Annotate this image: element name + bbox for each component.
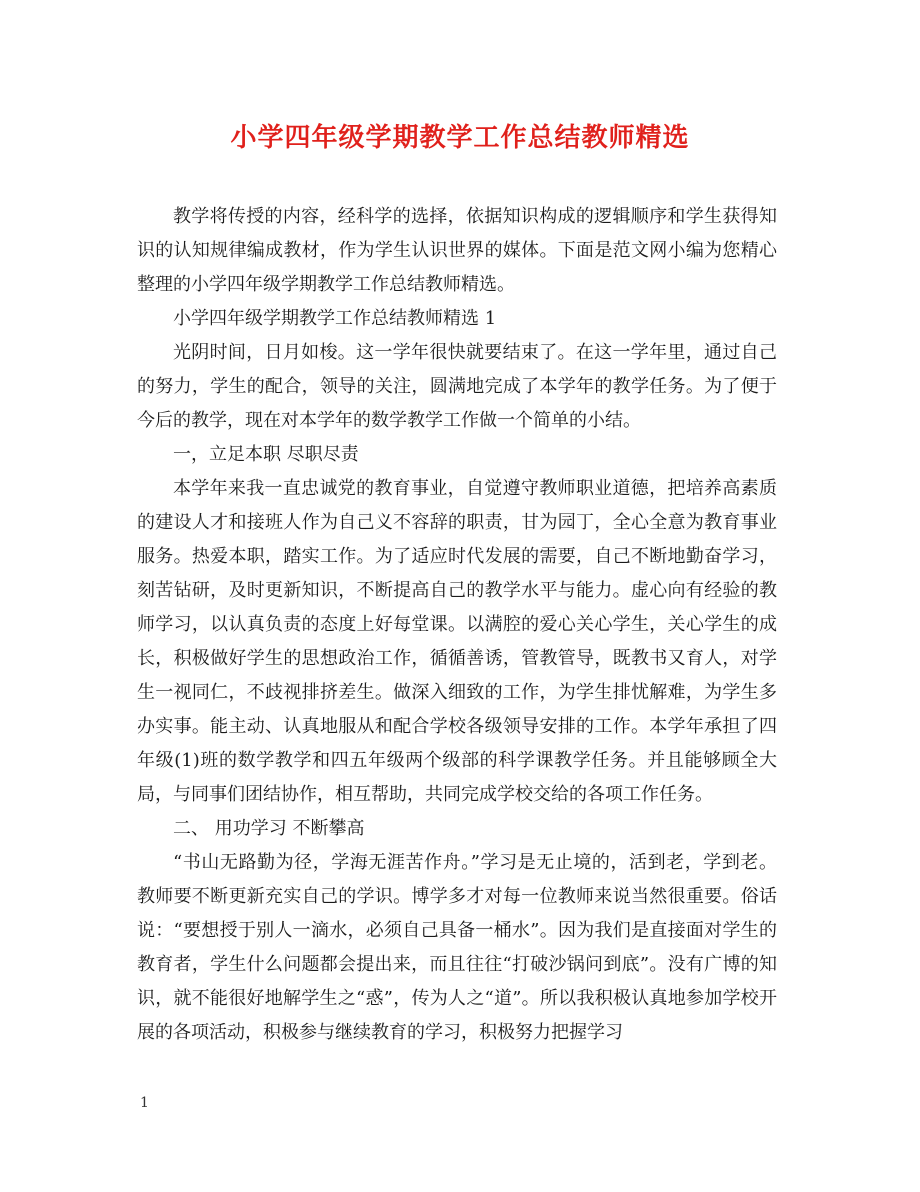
page-number: 1 [140,1095,149,1111]
subheading-duty: 一，立足本职 尽职尽责 [173,444,359,465]
study-paragraph: “书山无路勤为径，学海无涯苦作舟。”学习是无止境的，活到老，学到老。 教师要不断更新充实自己的学识。博学多才对每一位教师来说当然很重要。俗话说：“要想授于别人一滴水，必须自己具备一桶水”。因为我们是直接面对学生的教育者，学生什么问题都会提出来，而且往往“打破沙锅问到底”。没有广博的知识，就不能很好地解学生之“惑”，传为人之“道”。所以我积极认真地参加学校开展的各项活动，积极参与继续教育的学习，积极努力把握学习 [137,852,777,1043]
opening-paragraph: 光阴时间，日月如梭。这一学年很快就要结束了。在这一学年里，通过自己的努力，学生的配合，领导的关注，圆满地完成了本学年的教学任务。为了便于今后的教学，现在对本学年的数学教学工作做一个简单的小结。 [137,342,777,431]
section-heading-1: 小学四年级学期教学工作总结教师精选 1 [173,308,497,329]
intro-paragraph: 教学将传授的内容，经科学的选择，依据知识构成的逻辑顺序和学生获得知识的认知规律编成教材，作为学生认识世界的媒体。下面是范文网小编为您精心整理的小学四年级学期教学工作总结教师精选。 [137,206,777,295]
document-title: 小学四年级学期教学工作总结教师精选 [230,123,690,153]
document-body [137,200,777,1050]
subheading-study: 二、 用功学习 不断攀高 [173,818,365,839]
duty-paragraph: 本学年来我一直忠诚党的教育事业，自觉遵守教师职业道德，把培养高素质的建设人才和接班人作为自己义不容辞的职责，甘为园丁，全心全意为教育事业服务。热爱本职，踏实工作。为了适应时代发展的需要，自己不断地勤奋学习，刻苦钻研，及时更新知识，不断提高自己的教学水平与能力。虚心向有经验的教师学习，以认真负责的态度上好每堂课。以满腔的爱心关心学生，关心学生的成长，积极做好学生的思想政治工作，循循善诱，管教管导，既教书又育人，对学生一视同仁，不歧视排挤差生。做深入细致的工作，为学生排忧解难，为学生多办实事。能主动、认真地服从和配合学校各级领导安排的工作。本学年承担了四年级(1)班的数学教学和四五年级两个级部的科学课教学任务。并且能够顾全大局，与同事们团结协作，相互帮助，共同完成学校交给的各项工作任务。 [137,478,777,805]
